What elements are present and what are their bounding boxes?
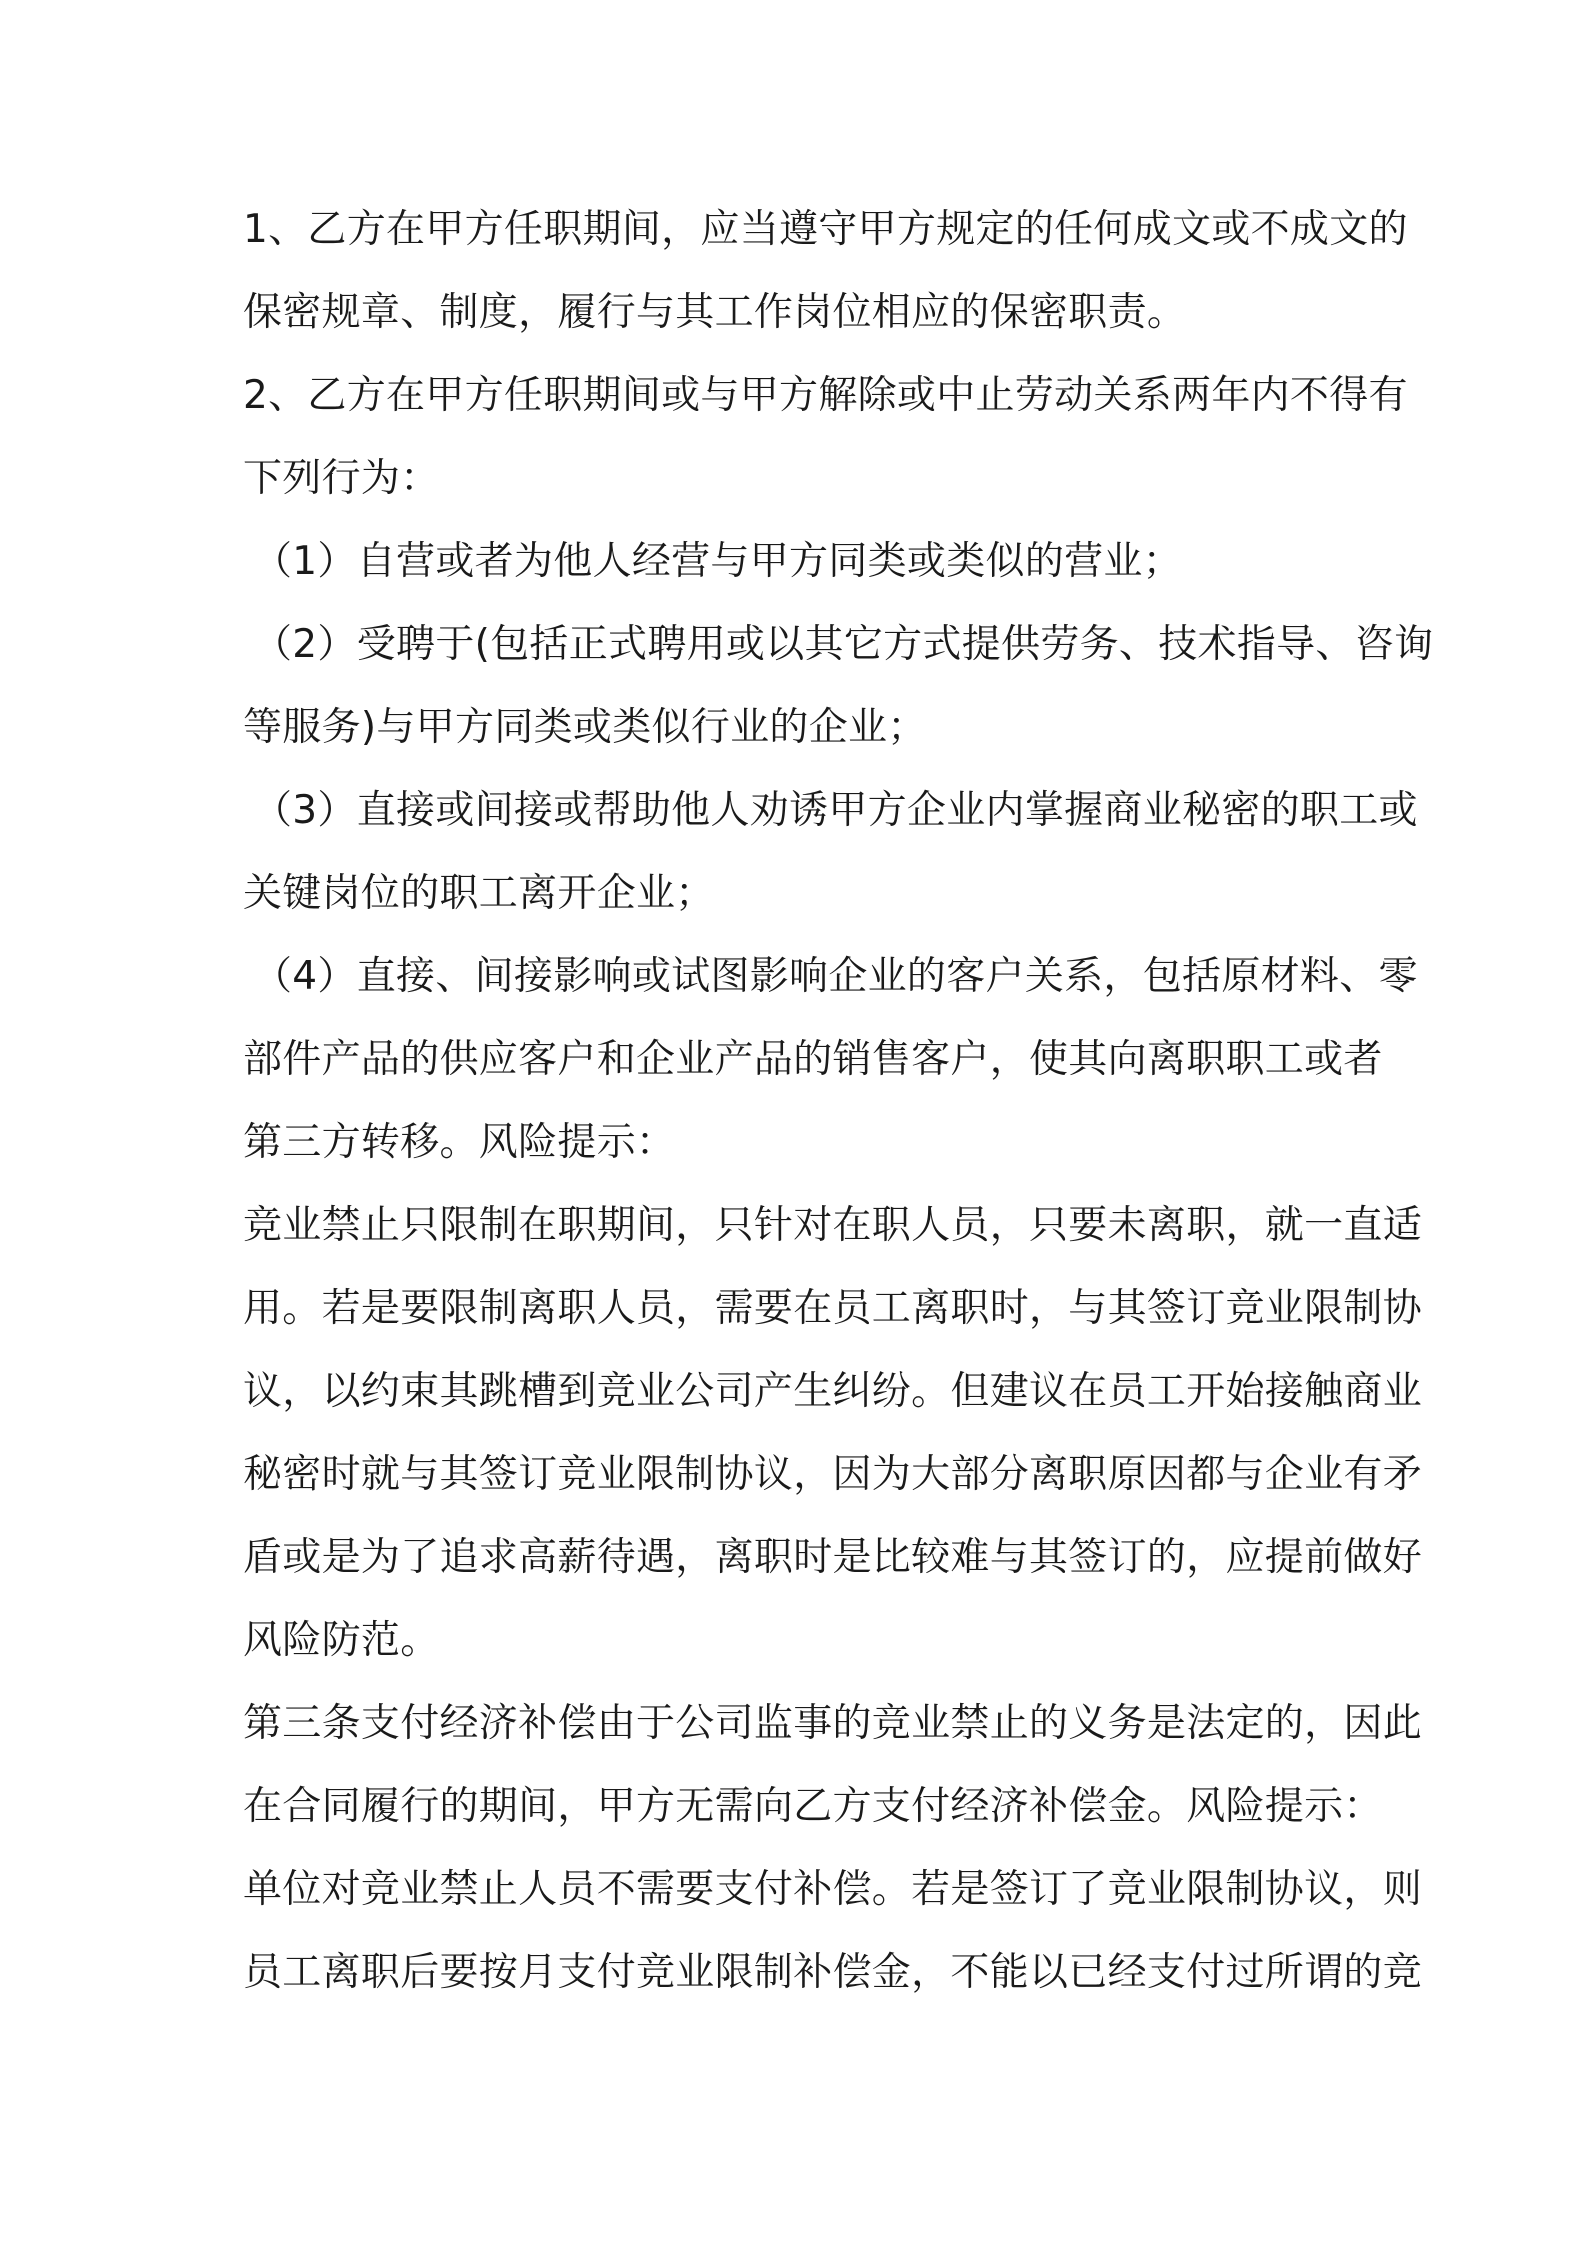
- text-line: 风险防范。: [243, 1618, 440, 1663]
- text-line: 员工离职后要按月支付竞业限制补偿金，不能以已经支付过所谓的竞: [243, 1950, 1423, 1995]
- text-line: 单位对竞业禁止人员不需要支付补偿。若是签订了竞业限制协议，则: [243, 1867, 1423, 1912]
- text-line: （1）自营或者为他人经营与甲方同类或类似的营业；: [253, 539, 1183, 584]
- text-line: 第三方转移。风险提示：: [243, 1120, 676, 1165]
- text-line: 下列行为：: [243, 456, 440, 501]
- text-line: 第三条支付经济补偿由于公司监事的竞业禁止的义务是法定的，因此: [243, 1701, 1423, 1746]
- text-line: （3）直接或间接或帮助他人劝诱甲方企业内掌握商业秘密的职工或: [253, 788, 1418, 833]
- text-line: （2）受聘于(包括正式聘用或以其它方式提供劳务、技术指导、咨询: [253, 622, 1434, 667]
- text-line: 1、乙方在甲方任职期间，应当遵守甲方规定的任何成文或不成文的: [243, 207, 1408, 252]
- text-line: 保密规章、制度，履行与其工作岗位相应的保密职责。: [243, 290, 1187, 335]
- text-line: 竞业禁止只限制在职期间，只针对在职人员，只要未离职，就一直适: [243, 1203, 1423, 1248]
- text-line: 2、乙方在甲方任职期间或与甲方解除或中止劳动关系两年内不得有: [243, 373, 1408, 418]
- text-line: （4）直接、间接影响或试图影响企业的客户关系，包括原材料、零: [253, 954, 1418, 999]
- text-line: 部件产品的供应客户和企业产品的销售客户，使其向离职职工或者: [243, 1037, 1383, 1082]
- text-line: 用。若是要限制离职人员，需要在员工离职时，与其签订竞业限制协: [243, 1286, 1423, 1331]
- text-line: 议，以约束其跳槽到竞业公司产生纠纷。但建议在员工开始接触商业: [243, 1369, 1423, 1414]
- text-line: 在合同履行的期间，甲方无需向乙方支付经济补偿金。风险提示：: [243, 1784, 1383, 1829]
- text-line: 关键岗位的职工离开企业；: [243, 871, 715, 916]
- document-body: [243, 188, 1434, 2014]
- text-line: 等服务)与甲方同类或类似行业的企业；: [243, 705, 927, 750]
- text-line: 盾或是为了追求高薪待遇，离职时是比较难与其签订的，应提前做好: [243, 1535, 1423, 1580]
- text-line: 秘密时就与其签订竞业限制协议，因为大部分离职原因都与企业有矛: [243, 1452, 1423, 1497]
